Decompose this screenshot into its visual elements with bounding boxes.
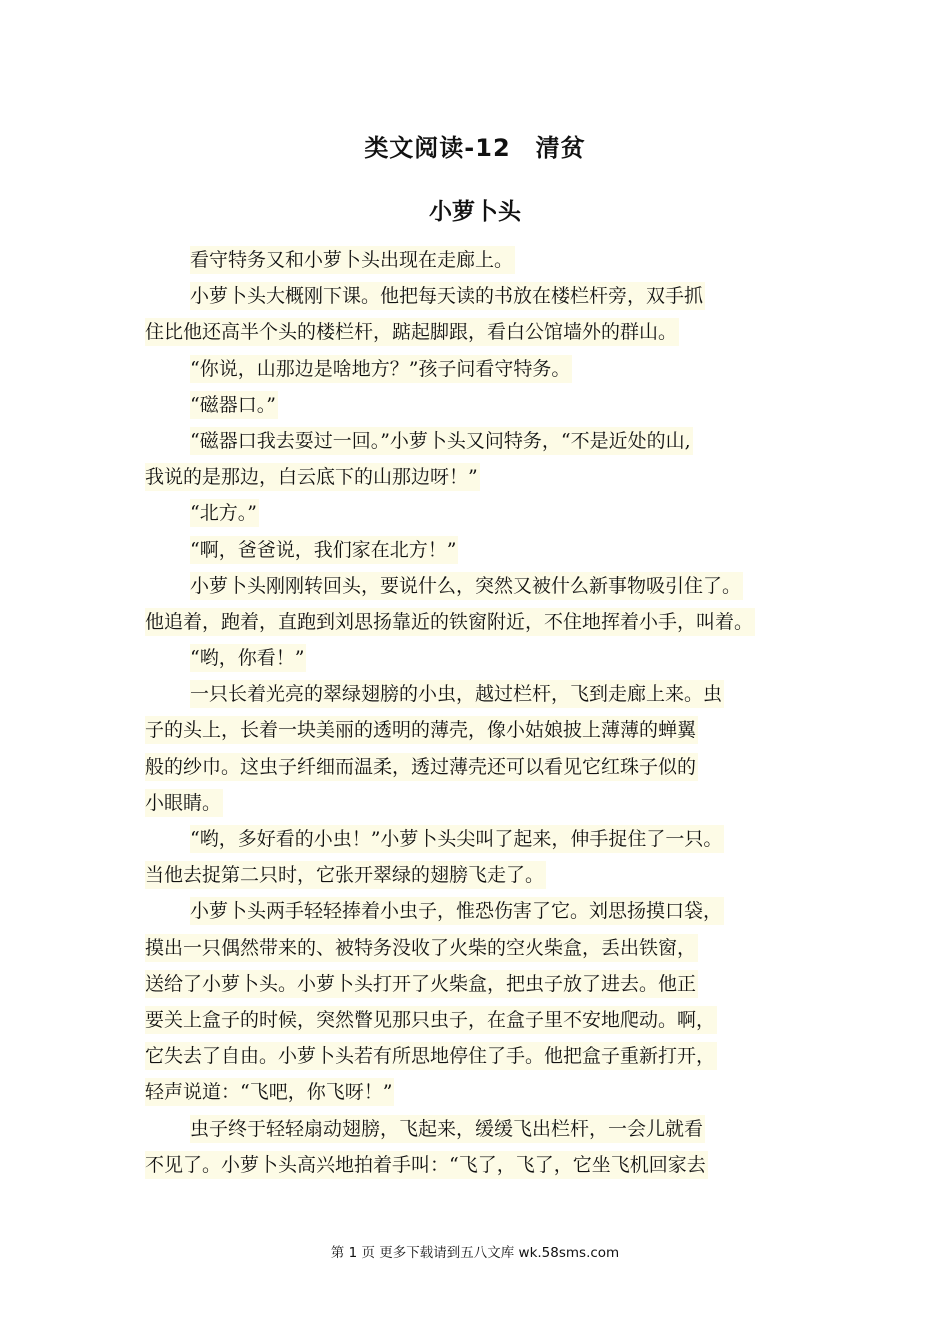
text-line: [145, 712, 817, 748]
text-line: [145, 785, 817, 821]
text-line: [145, 278, 817, 314]
text-line-content: 我说的是那边，白云底下的山那边呀！”: [145, 463, 480, 491]
text-line-content: 子的头上，长着一块美丽的透明的薄壳，像小姑娘披上薄薄的蝉翼: [145, 716, 698, 744]
text-line: [145, 604, 817, 640]
text-line-content: “磁器口。”: [190, 391, 278, 419]
text-line-content: 不见了。小萝卜头高兴地拍着手叫：“飞了，飞了，它坐飞机回家去: [145, 1151, 708, 1179]
text-line: [145, 423, 817, 459]
text-line-content: “哟，多好看的小虫！”小萝卜头尖叫了起来，伸手捉住了一只。: [190, 825, 724, 853]
text-line-content: “你说，山那边是啥地方？”孩子问看守特务。: [190, 355, 572, 383]
text-line-content: 他追着，跑着，直跑到刘思扬靠近的铁窗附近，不住地挥着小手，叫着。: [145, 608, 755, 636]
text-line: [145, 1147, 817, 1183]
text-line-content: 要关上盒子的时候，突然瞥见那只虫子，在盒子里不安地爬动。啊，: [145, 1006, 717, 1034]
text-line-content: 一只长着光亮的翠绿翅膀的小虫，越过栏杆，飞到走廊上来。虫: [190, 680, 724, 708]
text-line-content: “北方。”: [190, 499, 259, 527]
text-line-content: “啊，爸爸说，我们家在北方！”: [190, 536, 458, 564]
text-line-content: 当他去捉第二只时，它张开翠绿的翅膀飞走了。: [145, 861, 546, 889]
text-line-content: 摸出一只偶然带来的、被特务没收了火柴的空火柴盒，丢出铁窗，: [145, 934, 698, 962]
text-line: [145, 1038, 817, 1074]
text-line: [145, 749, 817, 785]
text-line: [145, 351, 817, 387]
text-line: [145, 387, 817, 423]
text-line-content: 小眼睛。: [145, 789, 223, 817]
text-line: [145, 857, 817, 893]
text-line-content: 小萝卜头刚刚转回头，要说什么，突然又被什么新事物吸引住了。: [190, 572, 743, 600]
document-title: 类文阅读-12 清贫: [364, 134, 586, 162]
text-line: [145, 1002, 817, 1038]
text-line: [145, 930, 817, 966]
document-subtitle: 小萝卜头: [429, 199, 521, 225]
text-line: [145, 1111, 817, 1147]
text-line: [145, 966, 817, 1002]
text-line-content: 般的纱巾。这虫子纤细而温柔，透过薄壳还可以看见它红珠子似的: [145, 753, 698, 781]
text-line: [145, 893, 817, 929]
text-line: [145, 495, 817, 531]
text-line-content: 轻声说道：“飞吧，你飞呀！”: [145, 1078, 394, 1106]
text-line: [145, 1074, 817, 1110]
text-line: [145, 242, 817, 278]
text-line-content: 小萝卜头两手轻轻捧着小虫子，惟恐伤害了它。刘思扬摸口袋，: [190, 897, 724, 925]
text-line: [145, 459, 817, 495]
text-line-content: “哟，你看！”: [190, 644, 306, 672]
text-line-content: 送给了小萝卜头。小萝卜头打开了火柴盒，把虫子放了进去。他正: [145, 970, 698, 998]
text-line-content: 住比他还高半个头的楼栏杆，踮起脚跟，看白公馆墙外的群山。: [145, 318, 679, 346]
text-line-content: 虫子终于轻轻扇动翅膀，飞起来，缓缓飞出栏杆，一会儿就看: [190, 1115, 705, 1143]
text-line-content: 看守特务又和小萝卜头出现在走廊上。: [190, 246, 515, 274]
text-line: [145, 568, 817, 604]
article-body: [145, 242, 817, 1183]
text-line-content: 小萝卜头大概刚下课。他把每天读的书放在楼栏杆旁，双手抓: [190, 282, 705, 310]
text-line: [145, 821, 817, 857]
text-line-content: “磁器口我去耍过一回。”小萝卜头又问特务，“不是近处的山,: [190, 427, 693, 455]
page-footer: 第 1 页 更多下载请到五八文库 wk.58sms.com: [330, 1245, 620, 1261]
text-line: [145, 314, 817, 350]
text-line: [145, 676, 817, 712]
text-line: [145, 532, 817, 568]
text-line: [145, 640, 817, 676]
text-line-content: 它失去了自由。小萝卜头若有所思地停住了手。他把盒子重新打开，: [145, 1042, 717, 1070]
